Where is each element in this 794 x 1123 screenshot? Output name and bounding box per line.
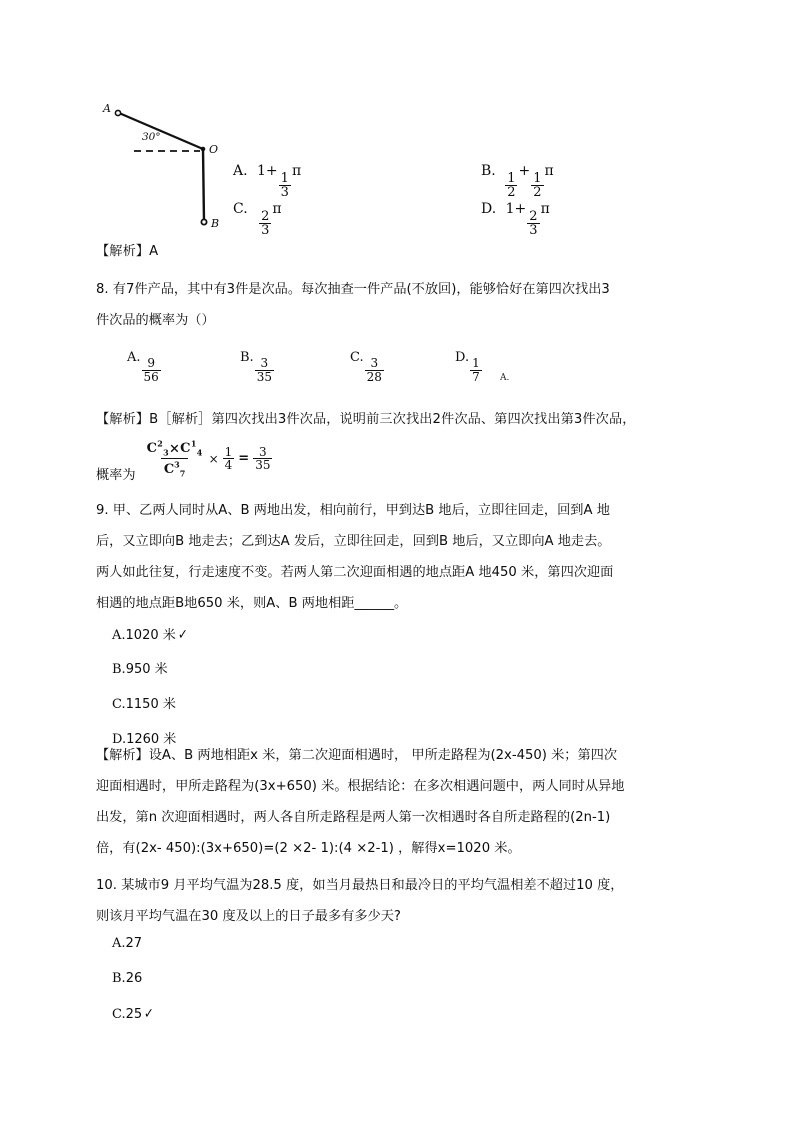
q8-formula-result-num: 3 (259, 444, 267, 459)
q8-option-c-key: C. (350, 350, 364, 365)
q8-formula-num-times: × (168, 440, 181, 456)
q9-option-c-value: 1150 米 (125, 697, 176, 712)
q7-option-d-suffix: π (540, 201, 550, 217)
q9-solution (96, 740, 714, 864)
q7-option-c-fraction (259, 210, 271, 238)
q10-stem (96, 870, 714, 932)
q10-option-c-key: C. (112, 1007, 126, 1022)
q9-option-a-check-icon: ✓ (177, 627, 188, 643)
q7-option-c-key: C. (233, 201, 248, 217)
q9-option-d-value: 1260 米 (126, 732, 177, 747)
q7-option-d-key: D. (481, 201, 497, 217)
q7-option-b-num-1: 1 (507, 170, 516, 186)
q8-option-a-fraction (142, 357, 161, 383)
q10-stem-line2: 则该月平均气温在30 度及以上的日子最多有多少天? (96, 909, 401, 924)
q8-formula-c73-sup: 3 (174, 459, 180, 470)
node-o (201, 147, 205, 151)
q8-formula-c41-sub: 4 (196, 447, 203, 458)
q8-option-d-key: D. (455, 350, 470, 365)
q9-option-b-key: B. (112, 662, 126, 677)
q9-stem (96, 495, 714, 619)
q9-number: 9. (96, 503, 109, 518)
geometry-figure-svg (96, 96, 246, 236)
q8-formula-c73-sub: 7 (179, 468, 186, 479)
q10-option-b-value: 26 (125, 971, 143, 986)
q8-formula-result-den: 35 (255, 458, 271, 473)
q9-option-c-key: C. (112, 697, 126, 712)
q8-option-d-num: 1 (472, 356, 480, 371)
q8-option-b[interactable] (240, 349, 275, 383)
q8-formula-factor (223, 446, 235, 472)
q8-stray-mark: A. (500, 373, 510, 383)
q7-option-d[interactable] (481, 200, 550, 238)
figure-label-o: O (209, 143, 219, 156)
q8-formula-expression (144, 440, 274, 484)
q7-option-b-suffix: π (544, 163, 554, 179)
q7-option-d-den: 3 (529, 223, 538, 239)
node-b (201, 219, 206, 224)
q7-option-c-suffix: π (272, 201, 282, 217)
q9-option-b[interactable] (112, 661, 168, 679)
figure-label-a: A (103, 102, 111, 115)
q7-option-b-fraction-1 (505, 172, 517, 200)
q8-formula-c73-letter: C (163, 461, 175, 477)
q7-option-d-fraction (527, 210, 539, 238)
q7-option-b[interactable] (481, 162, 554, 200)
q7-option-c-num: 2 (261, 208, 270, 224)
q9-stem-line2: 后，又立即向B 地走去；乙到达A 发后，立即往回走，回到B 地后，又立即向A 地走去。 (96, 534, 611, 549)
q8-option-b-den: 35 (256, 369, 272, 384)
q8-formula-label: 概率为 (96, 467, 136, 483)
q7-option-b-key: B. (481, 163, 496, 179)
q8-formula-factor-num: 1 (224, 444, 233, 459)
q9-stem-line4: 相遇的地点距B地650 米，则A、B 两地相距______。 (96, 596, 408, 611)
q8-option-c-num: 3 (370, 356, 379, 371)
q8-option-a-key: A. (127, 350, 141, 365)
q8-formula-result (253, 446, 272, 472)
q7-option-c-den: 3 (261, 223, 270, 239)
q10-option-c-check-icon: ✓ (144, 1006, 155, 1022)
q9-solution-line2: 迎面相遇时，甲所走路程为(3x+650) 米。根据结论：在多次相遇问题中，两人同时从异地 (96, 779, 625, 794)
q8-formula-factor-den: 4 (224, 458, 233, 473)
q7-option-a[interactable] (233, 162, 301, 200)
q9-stem-text1: 甲、乙两人同时从A、B 两地出发，相向前行，甲到达B 地后，立即往回走，回到A 地 (112, 503, 610, 518)
q8-option-b-num: 3 (260, 356, 269, 371)
q7-option-b-mid: + (518, 163, 531, 179)
q9-solution-line1: 【解析】设A、B 两地相距x 米，第二次迎面相遇时， 甲所走路程为(2x-450) 米；第四次 (96, 748, 618, 763)
q8-option-d-den: 7 (472, 369, 480, 384)
q7-option-d-num: 2 (529, 208, 538, 224)
q8-number: 8. (96, 282, 109, 297)
q7-answer-line: 【解析】A (96, 244, 159, 259)
geometry-figure (96, 96, 246, 236)
q8-formula-c32-letter: C (146, 440, 158, 456)
q8-option-d-fraction (470, 357, 482, 383)
q8-option-c-fraction (365, 357, 384, 383)
q9-option-d-key: D. (112, 732, 127, 747)
q8-option-a-num: 9 (147, 356, 155, 371)
q8-probability-formula (96, 432, 273, 484)
q7-option-a-suffix: π (291, 163, 302, 179)
q9-option-b-value: 950 米 (125, 662, 168, 677)
segment-ao (119, 113, 203, 149)
q7-option-a-key: A. (233, 163, 248, 179)
q8-option-c[interactable] (350, 349, 385, 383)
q8-option-a[interactable] (127, 349, 162, 383)
q8-formula-denominator (161, 458, 189, 478)
q9-option-a-value: 1020 米 (125, 628, 176, 643)
q10-option-a[interactable] (112, 935, 142, 953)
q7-option-b-den-2: 2 (533, 185, 542, 201)
q8-formula-c41-letter: C (180, 440, 191, 456)
q8-formula-c41-sup: 1 (190, 438, 197, 449)
q10-number: 10. (96, 878, 117, 893)
q7-option-a-num: 1 (280, 170, 289, 186)
q10-stem-line1 (96, 870, 714, 901)
q9-solution-line3: 出发，第n 次迎面相遇时，两人各自所走路程是两人第一次相遇时各自所走路程的(2n-1) (96, 810, 611, 825)
q10-option-a-key: A. (112, 936, 126, 951)
q7-option-a-fraction (279, 172, 291, 200)
segment-ob (203, 149, 204, 222)
q8-formula-c41 (180, 438, 203, 458)
q7-option-b-fraction-2 (531, 172, 543, 200)
q9-stem-line3: 两人如此往复，行走速度不变。若两人第二次迎面相遇的地点距A 地450 米，第四次迎面 (96, 565, 614, 580)
q9-option-c[interactable] (112, 696, 176, 714)
q10-option-c-value: 25 (125, 1007, 143, 1022)
q10-option-c[interactable] (112, 1005, 155, 1024)
q9-option-a-key: A. (112, 628, 126, 643)
q8-option-b-fraction (255, 357, 274, 383)
q7-option-b-den-1: 2 (507, 185, 516, 201)
q10-option-b-key: B. (112, 971, 126, 986)
q7-option-a-den: 3 (280, 185, 289, 201)
q8-option-a-den: 56 (143, 369, 159, 384)
q8-solution-line: 【解析】B［解析］第四次找出3件次品，说明前三次找出2件次品、第四次找出第3件次品， (96, 412, 636, 427)
q7-option-b-num-2: 1 (533, 170, 542, 186)
q8-option-c-den: 28 (366, 369, 382, 384)
q7-option-d-prefix: 1+ (505, 201, 527, 217)
q8-option-d[interactable] (455, 349, 483, 383)
q9-option-a[interactable] (112, 626, 188, 645)
node-a (115, 110, 120, 115)
q9-stem-line1 (96, 495, 714, 526)
q10-option-a-value: 27 (125, 936, 143, 951)
q8-option-b-key: B. (240, 350, 254, 365)
q10-option-b[interactable] (112, 970, 142, 988)
q9-solution-line4: 倍，有(2x- 450):(3x+650)=(2 ×2- 1):(4 ×2-1) ，解得x=1020 米。 (96, 841, 521, 856)
q8-formula-c32-sup: 2 (157, 438, 164, 449)
q8-stem-line1 (96, 274, 714, 305)
q8-formula-c32-sub: 3 (163, 447, 169, 458)
q7-option-a-prefix: 1+ (257, 163, 278, 179)
q10-stem-text1: 某城市9 月平均气温为28.5 度，如当月最热日和最冷日的平均气温相差不超过10 度， (121, 878, 624, 893)
q7-option-c[interactable] (233, 200, 282, 238)
q8-stem-text1: 有7件产品，其中有3件是次品。每次抽查一件产品(不放回)，能够恰好在第四次找出3 (112, 282, 610, 297)
figure-angle-label: 30° (142, 131, 161, 143)
q8-formula-numerator (144, 440, 206, 459)
q8-stem (96, 274, 714, 336)
q8-formula-c73 (163, 459, 186, 479)
q8-stem-line2: 件次品的概率为（） (96, 313, 215, 328)
figure-label-b: B (211, 217, 220, 230)
q8-formula-equals: = (238, 451, 250, 467)
q8-formula-multiply: × (208, 451, 219, 466)
q8-formula-c32 (146, 438, 169, 458)
q8-formula-main-fraction (144, 440, 206, 478)
